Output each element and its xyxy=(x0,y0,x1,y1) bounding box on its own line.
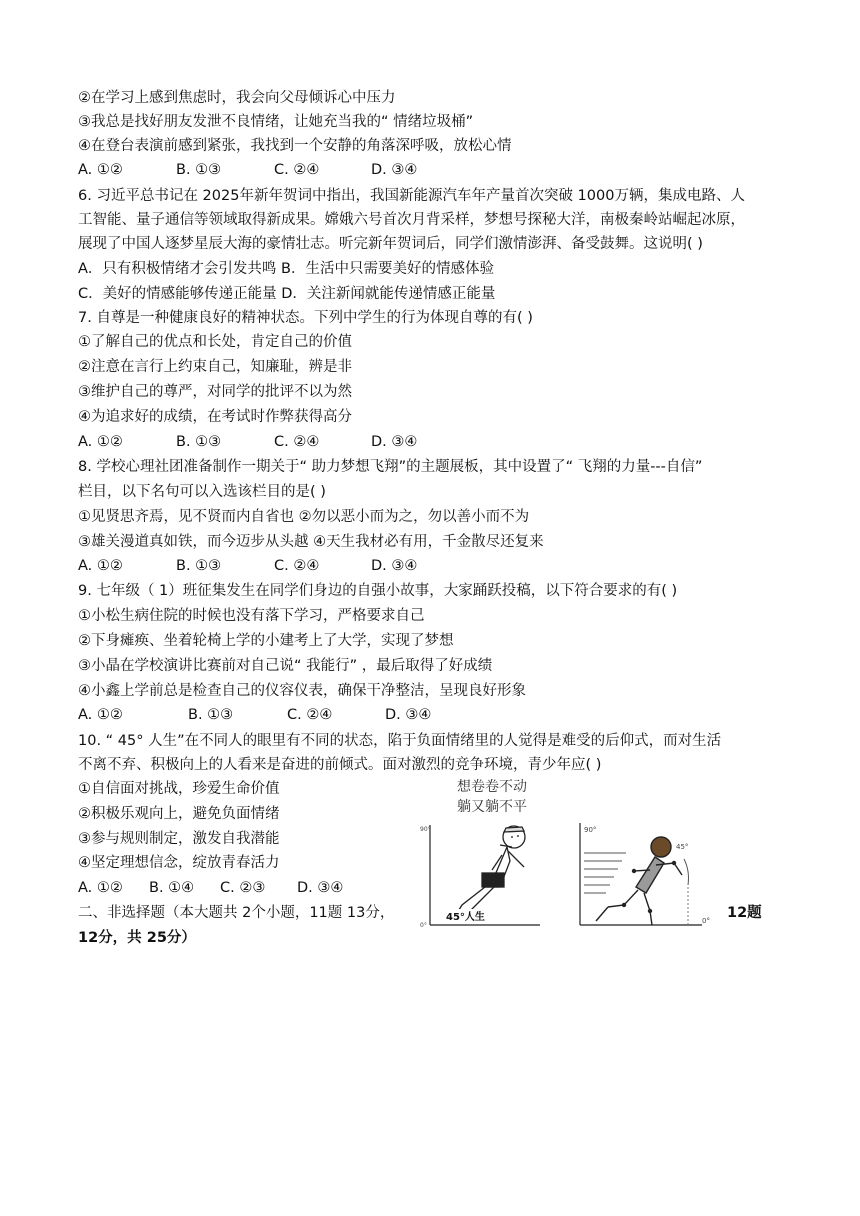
left-panel-label: 45°人生 xyxy=(446,912,485,923)
right-45-label: 45° xyxy=(676,843,689,851)
right-0-label: 0° xyxy=(702,917,710,925)
q7-item-4: ④为追求好的成绩，在考试时作弊获得高分 xyxy=(78,409,352,425)
choice-b: B. ①③ xyxy=(176,162,222,178)
figure-caption-top: 想卷卷不动 xyxy=(457,779,527,795)
choice-b: B. ①③ xyxy=(176,558,222,574)
q6-options-ab: A．只有积极情绪才会引发共鸣 B．生活中只需要美好的情感体验 xyxy=(78,261,494,277)
q7-item-3: ③维护自己的尊严，对同学的批评不以为然 xyxy=(78,384,352,400)
q10-stem-2: 不离不弃、积极向上的人看来是奋进的前倾式。面对激烈的竞争环境，青少年应( ) xyxy=(78,757,602,773)
reclining-person-icon xyxy=(447,826,525,921)
figure-illustration xyxy=(412,775,752,935)
angle-arc xyxy=(684,859,689,885)
q10-stem-1: 10. “ 45° 人生”在不同人的眼里有不同的状态，陷于负面情绪里的人觉得是难受的后仰式，而对生活 xyxy=(78,733,722,749)
running-person-icon xyxy=(596,837,682,925)
choice-a: A. ①② xyxy=(78,162,123,178)
choice-c: C. ②④ xyxy=(287,707,333,723)
q6-stem-2: 工智能、量子通信等领域取得新成果。嫦娥六号首次月背采样，梦想号探秘大洋，南极秦岭站崛起冰原， xyxy=(78,212,745,228)
q5-option-4: ④在登台表演前感到紧张，我找到一个安静的角落深呼吸，放松心情 xyxy=(78,138,512,154)
q5-option-2: ②在学习上感到焦虑时，我会向父母倾诉心中压力 xyxy=(78,90,396,106)
q6-options-cd: C．美好的情感能够传递正能量 D．关注新闻就能传递情感正能量 xyxy=(78,286,496,302)
q5-option-3: ③我总是找好朋友发泄不良情绪，让她充当我的“ 情绪垃圾桶” xyxy=(78,114,474,130)
q9-item-3: ③小晶在学校演讲比赛前对自己说“ 我能行” ，最后取得了好成绩 xyxy=(78,658,493,674)
q9-item-1: ①小松生病住院的时候也没有落下学习，严格要求自己 xyxy=(78,608,425,624)
q6-stem-3: 展现了中国人逐梦星辰大海的豪情壮志。听完新年贺词后，同学们激情澎湃、备受鼓舞。这说明( ) xyxy=(78,236,703,252)
choice-c: C. ②④ xyxy=(274,558,320,574)
figure-caption-bottom: 躺又躺不平 xyxy=(457,799,527,815)
q8-items-12: ①见贤思齐焉，见不贤而内自省也 ②勿以恶小而为之，勿以善小而不为 xyxy=(78,509,530,525)
q8-stem-2: 栏目，以下名句可以入选该栏目的是( ) xyxy=(78,484,326,500)
section-2-heading-right: 12题 xyxy=(727,905,762,921)
choice-c: C. ②④ xyxy=(274,162,320,178)
choice-d: D. ③④ xyxy=(385,707,432,723)
q6-stem-1: 6. 习近平总书记在 2025年新年贺词中指出，我国新能源汽车年产量首次突破 1000万辆，集成电路、人 xyxy=(78,188,745,204)
left-0-label: 0° xyxy=(420,922,427,929)
right-90-label: 90° xyxy=(584,826,597,834)
choice-a: A. ①② xyxy=(78,707,123,723)
choice-a: A. ①② xyxy=(78,558,123,574)
q10-item-4: ④坚定理想信念，绽放青春活力 xyxy=(78,855,280,871)
left-90-label: 90° xyxy=(420,826,431,833)
choice-d: D. ③④ xyxy=(371,434,418,450)
forty-five-degree-life-figure xyxy=(412,775,752,935)
choice-b: B. ①③ xyxy=(176,434,222,450)
choice-d: D. ③④ xyxy=(371,558,418,574)
q9-stem: 9. 七年级（ 1）班征集发生在同学们身边的自强小故事，大家踊跃投稿，以下符合要求的有( ) xyxy=(78,583,678,599)
q10-item-2: ②积极乐观向上，避免负面情绪 xyxy=(78,806,280,822)
q9-item-2: ②下身瘫痪、坐着轮椅上学的小建考上了大学，实现了梦想 xyxy=(78,633,454,649)
choice-b: B. ①③ xyxy=(188,707,234,723)
q9-item-4: ④小鑫上学前总是检查自己的仪容仪表，确保干净整洁，呈现良好形象 xyxy=(78,683,526,699)
q8-stem-1: 8. 学校心理社团准备制作一期关于“ 助力梦想飞翔”的主题展板，其中设置了“ 飞翔的力量---自信” xyxy=(78,459,703,475)
choice-d: D. ③④ xyxy=(297,880,344,896)
choice-b: B. ①④ xyxy=(149,880,195,896)
choice-c: C. ②④ xyxy=(274,434,320,450)
section-2-heading: 二、非选择题（本大题共 2个小题，11题 13分， xyxy=(78,905,395,921)
q10-item-1: ①自信面对挑战，珍爱生命价值 xyxy=(78,781,280,797)
choice-c: C. ②③ xyxy=(220,880,266,896)
choice-a: A. ①② xyxy=(78,434,123,450)
speed-lines xyxy=(584,853,626,893)
choice-d: D. ③④ xyxy=(371,162,418,178)
choice-a: A. ①② xyxy=(78,880,123,896)
section-2-heading-cont: 12分，共 25分） xyxy=(78,930,196,946)
q8-items-34: ③雄关漫道真如铁，而今迈步从头越 ④天生我材必有用，千金散尽还复来 xyxy=(78,534,544,550)
q7-item-2: ②注意在言行上约束自己，知廉耻，辨是非 xyxy=(78,359,352,375)
q7-item-1: ①了解自己的优点和长处，肯定自己的价值 xyxy=(78,334,352,350)
q7-stem: 7. 自尊是一种健康良好的精神状态。下列中学生的行为体现自尊的有( ) xyxy=(78,310,533,326)
q10-item-3: ③参与规则制定，激发自我潜能 xyxy=(78,831,280,847)
